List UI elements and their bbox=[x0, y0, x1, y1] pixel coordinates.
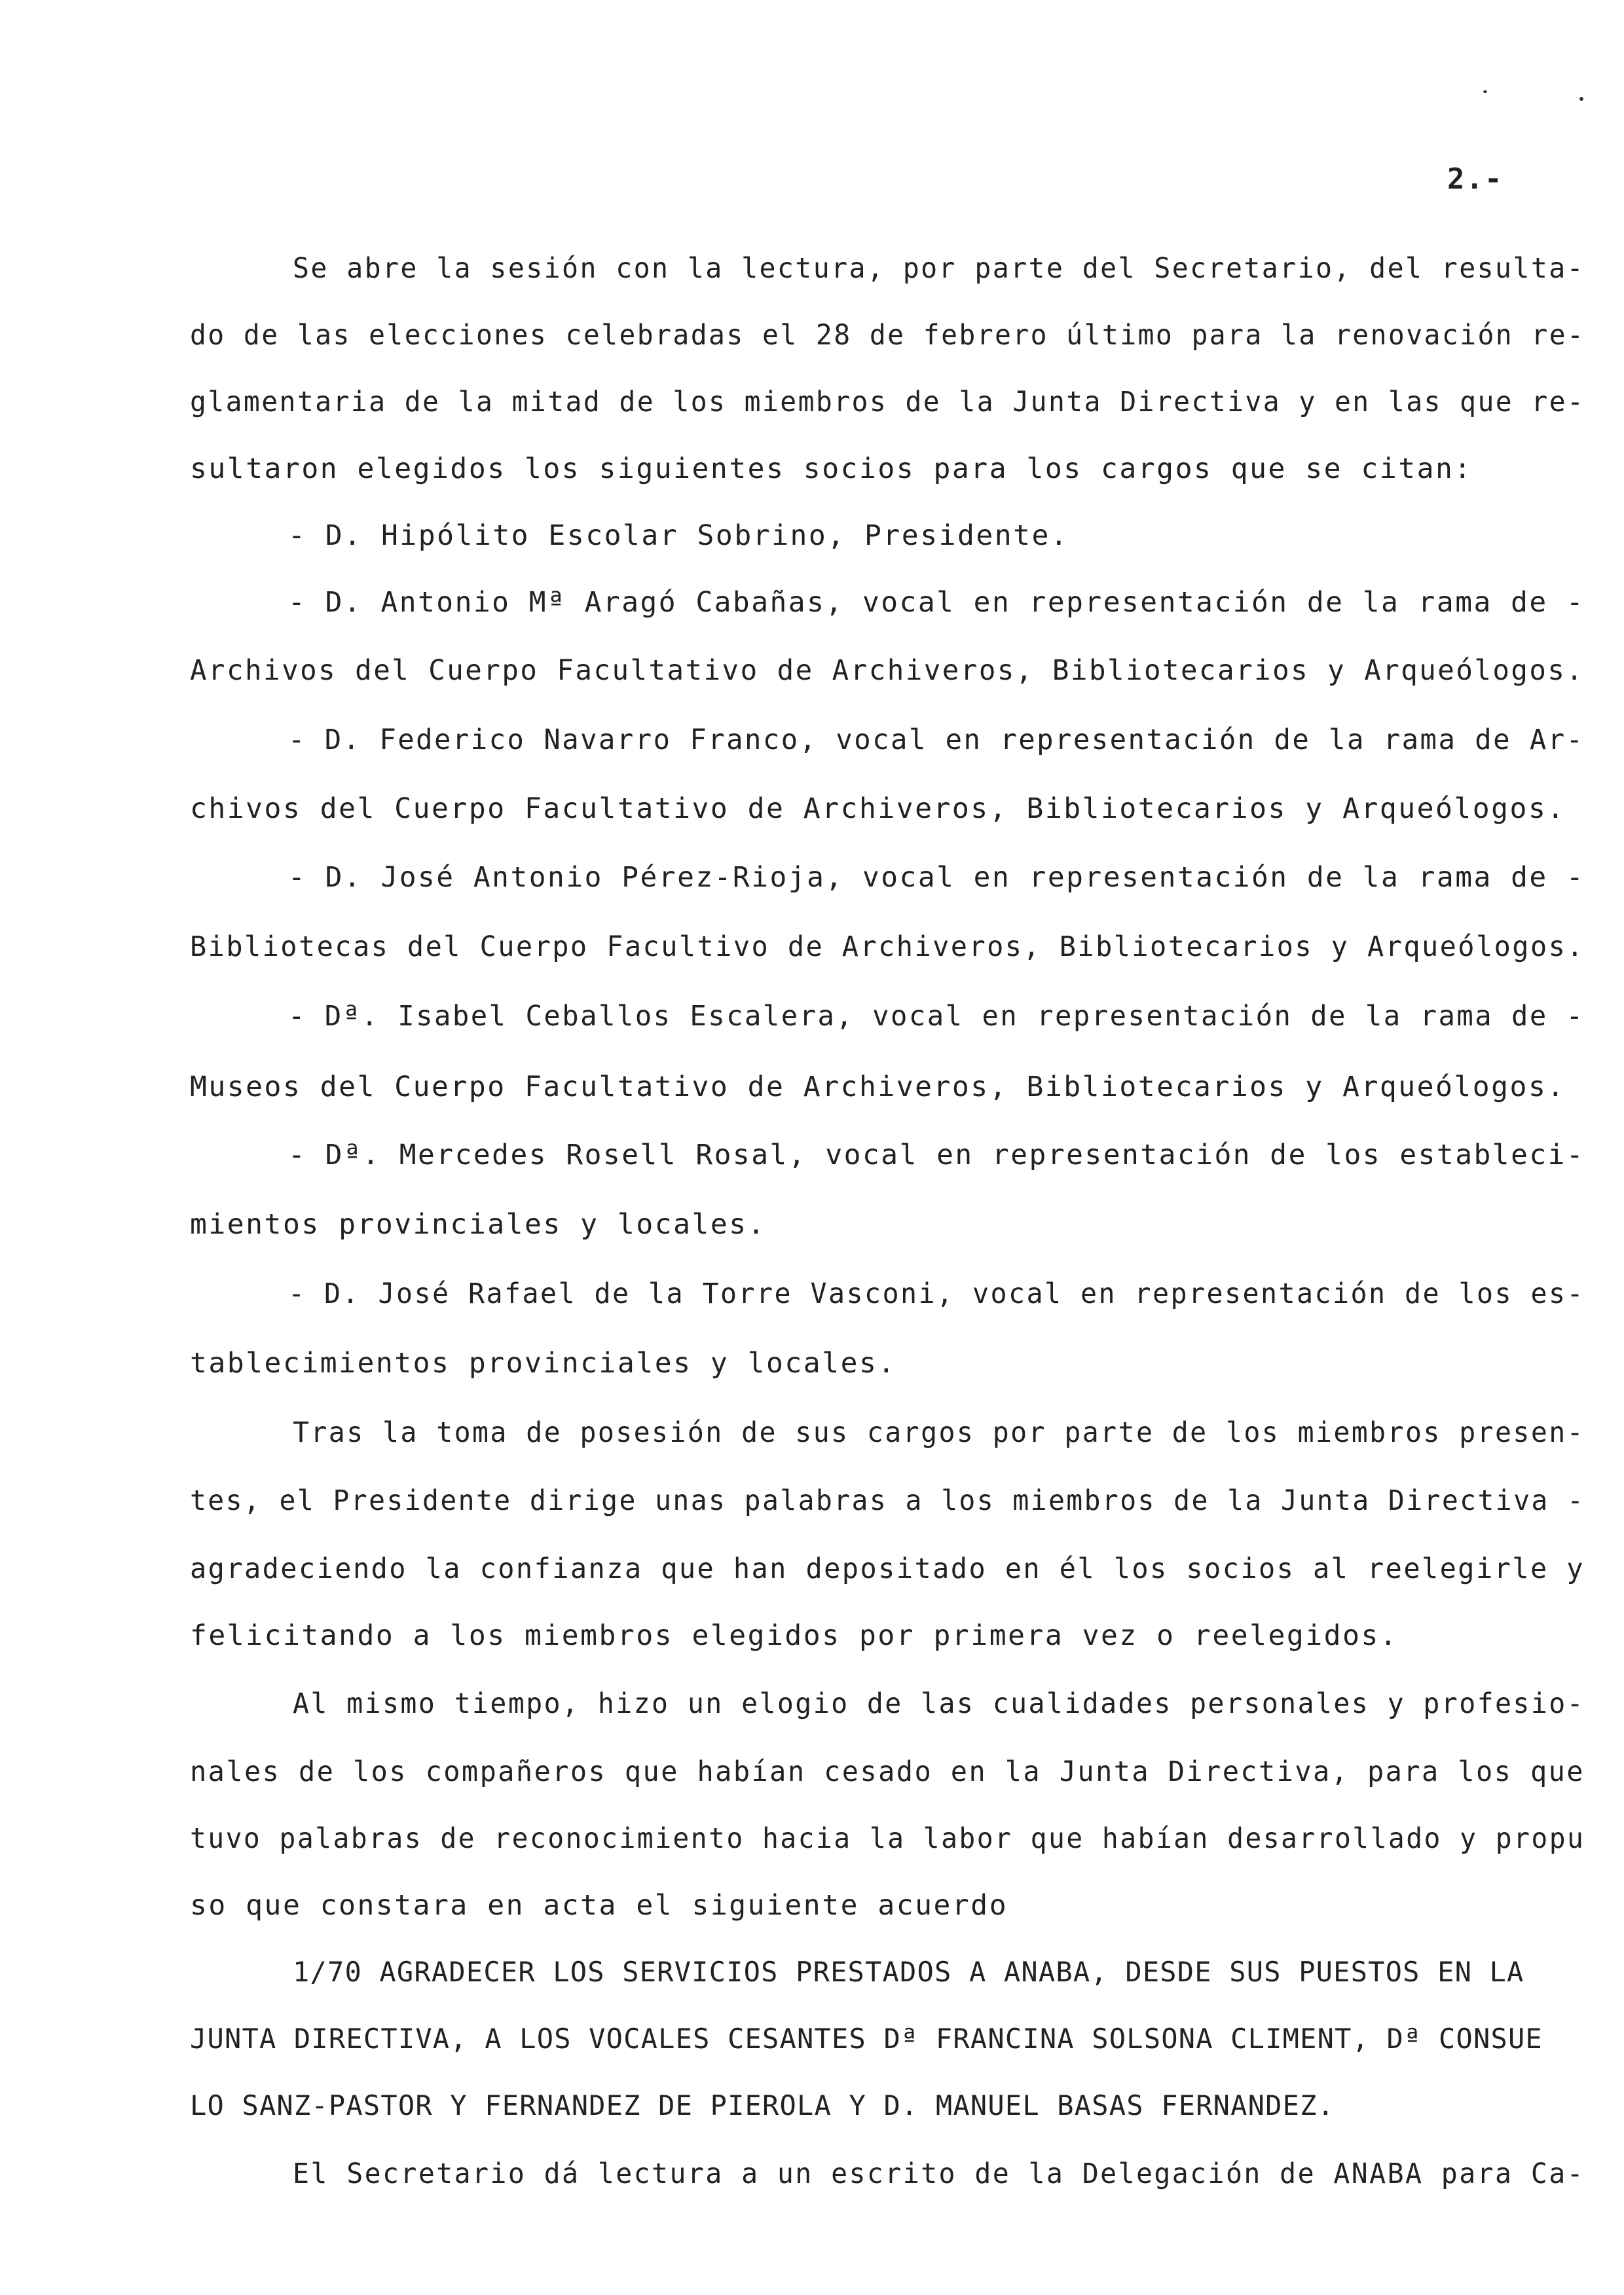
text-line: felicitando a los miembros elegidos por primera vez o reelegidos. bbox=[190, 1619, 1399, 1652]
page-number: 2.- bbox=[1447, 162, 1504, 196]
text-line: tuvo palabras de reconocimiento hacia la labor que habían desarrollado y propu bbox=[190, 1822, 1585, 1855]
paragraph-first-line: Al mismo tiempo, hizo un elogio de las cualidades personales y profesio- bbox=[293, 1687, 1585, 1720]
scan-speck bbox=[1579, 97, 1583, 101]
list-item: - D. Hipólito Escolar Sobrino, Presidente. bbox=[288, 519, 1069, 552]
text-line: Bibliotecas del Cuerpo Facultivo de Archiveros, Bibliotecarios y Arqueólogos. bbox=[190, 930, 1585, 963]
text-line: do de las elecciones celebradas el 28 de febrero último para la renovación re- bbox=[190, 319, 1585, 352]
text-line: tes, el Presidente dirige unas palabras a los miembros de la Junta Directiva - bbox=[190, 1484, 1585, 1517]
text-line: sultaron elegidos los siguientes socios para los cargos que se citan: bbox=[190, 452, 1473, 485]
paragraph-first-line: El Secretario dá lectura a un escrito de la Delegación de ANABA para Ca- bbox=[293, 2157, 1585, 2190]
text-line: Museos del Cuerpo Facultativo de Archiveros, Bibliotecarios y Arqueólogos. bbox=[190, 1071, 1566, 1103]
list-item: - D. Federico Navarro Franco, vocal en representación de la rama de Ar- bbox=[288, 724, 1585, 756]
agreement-line: LO SANZ-PASTOR Y FERNANDEZ DE PIEROLA Y D. MANUEL BASAS FERNANDEZ. bbox=[190, 2089, 1335, 2121]
list-item: - D. Antonio Mª Aragó Cabañas, vocal en representación de la rama de - bbox=[288, 586, 1585, 619]
agreement-line: 1/70 AGRADECER LOS SERVICIOS PRESTADOS A ANABA, DESDE SUS PUESTOS EN LA bbox=[293, 1956, 1524, 1988]
paragraph-first-line: Tras la toma de posesión de sus cargos por parte de los miembros presen- bbox=[293, 1416, 1585, 1449]
list-item: - D. José Rafael de la Torre Vasconi, vocal en representación de los es- bbox=[288, 1277, 1585, 1310]
text-line: mientos provinciales y locales. bbox=[190, 1208, 767, 1241]
text-line: nales de los compañeros que habían cesado en la Junta Directiva, para los que bbox=[190, 1755, 1585, 1788]
text-line: Archivos del Cuerpo Facultativo de Archiveros, Bibliotecarios y Arqueólogos. bbox=[190, 654, 1585, 687]
text-line: chivos del Cuerpo Facultativo de Archiveros, Bibliotecarios y Arqueólogos. bbox=[190, 792, 1566, 825]
list-item: - Dª. Mercedes Rosell Rosal, vocal en representación de los estableci- bbox=[288, 1139, 1585, 1171]
text-line: Se abre la sesión con la lectura, por parte del Secretario, del resulta- bbox=[293, 252, 1585, 285]
agreement-line: JUNTA DIRECTIVA, A LOS VOCALES CESANTES Dª FRANCINA SOLSONA CLIMENT, Dª CONSUE bbox=[190, 2023, 1543, 2055]
text-line: agradeciendo la confianza que han depositado en él los socios al reelegirle y bbox=[190, 1552, 1585, 1585]
list-item: - D. José Antonio Pérez-Rioja, vocal en representación de la rama de - bbox=[288, 861, 1585, 894]
list-item: - Dª. Isabel Ceballos Escalera, vocal en representación de la rama de - bbox=[288, 1000, 1585, 1033]
text-line: so que constara en acta el siguiente acuerdo bbox=[190, 1889, 1008, 1922]
text-line: tablecimientos provinciales y locales. bbox=[190, 1347, 896, 1380]
text-line: glamentaria de la mitad de los miembros de la Junta Directiva y en las que re- bbox=[190, 386, 1585, 418]
scan-speck bbox=[1483, 90, 1487, 93]
